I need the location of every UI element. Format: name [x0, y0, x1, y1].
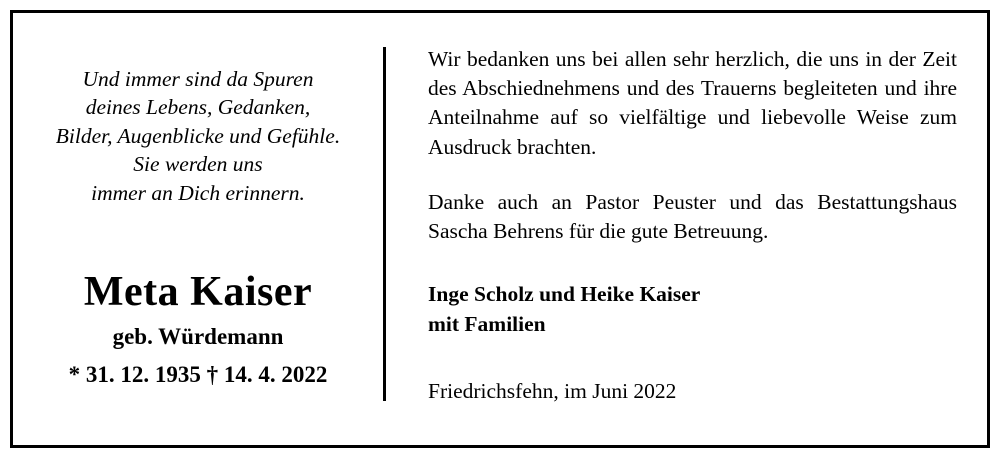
deceased-name: Meta Kaiser — [83, 268, 313, 315]
verse-line: deines Lebens, Gedanken, — [85, 95, 311, 120]
verse-line: Sie werden uns — [133, 152, 263, 177]
verse-line: immer an Dich erinnern. — [91, 180, 305, 205]
deceased-name-block — [31, 269, 365, 388]
birth-death-dates: * 31. 12. 1935 † 14. 4. 2022 — [68, 362, 328, 388]
verse-line: Und immer sind da Spuren — [82, 67, 314, 91]
thanks-paragraph: Wir bedanken uns bei allen sehr herzlich, die uns in der Zeit des Abschiednehmens und des Trauerns begleiteten und ihre Anteilnahme auf so vielfältige und liebevolle Weise zum Ausdruck brachten. — [428, 47, 957, 159]
signers-line: Inge Scholz und Heike Kaiser — [428, 282, 701, 307]
thanks-paragraph-secondary: Danke auch an Pastor Peuster und das Bestattungshaus Sascha Behrens für die gute Betreuung. — [428, 189, 957, 244]
verse-block — [31, 65, 365, 207]
right-column — [386, 13, 987, 445]
verse-line: Bilder, Augenblicke und Gefühle. — [55, 123, 341, 148]
place-and-date: Friedrichsfehn, im Juni 2022 — [428, 378, 677, 403]
left-column — [13, 13, 383, 445]
signers-block — [428, 280, 957, 338]
maiden-name: geb. Würdemann — [112, 324, 284, 350]
notice-frame — [10, 10, 990, 448]
signers-line: mit Familien — [428, 311, 546, 336]
